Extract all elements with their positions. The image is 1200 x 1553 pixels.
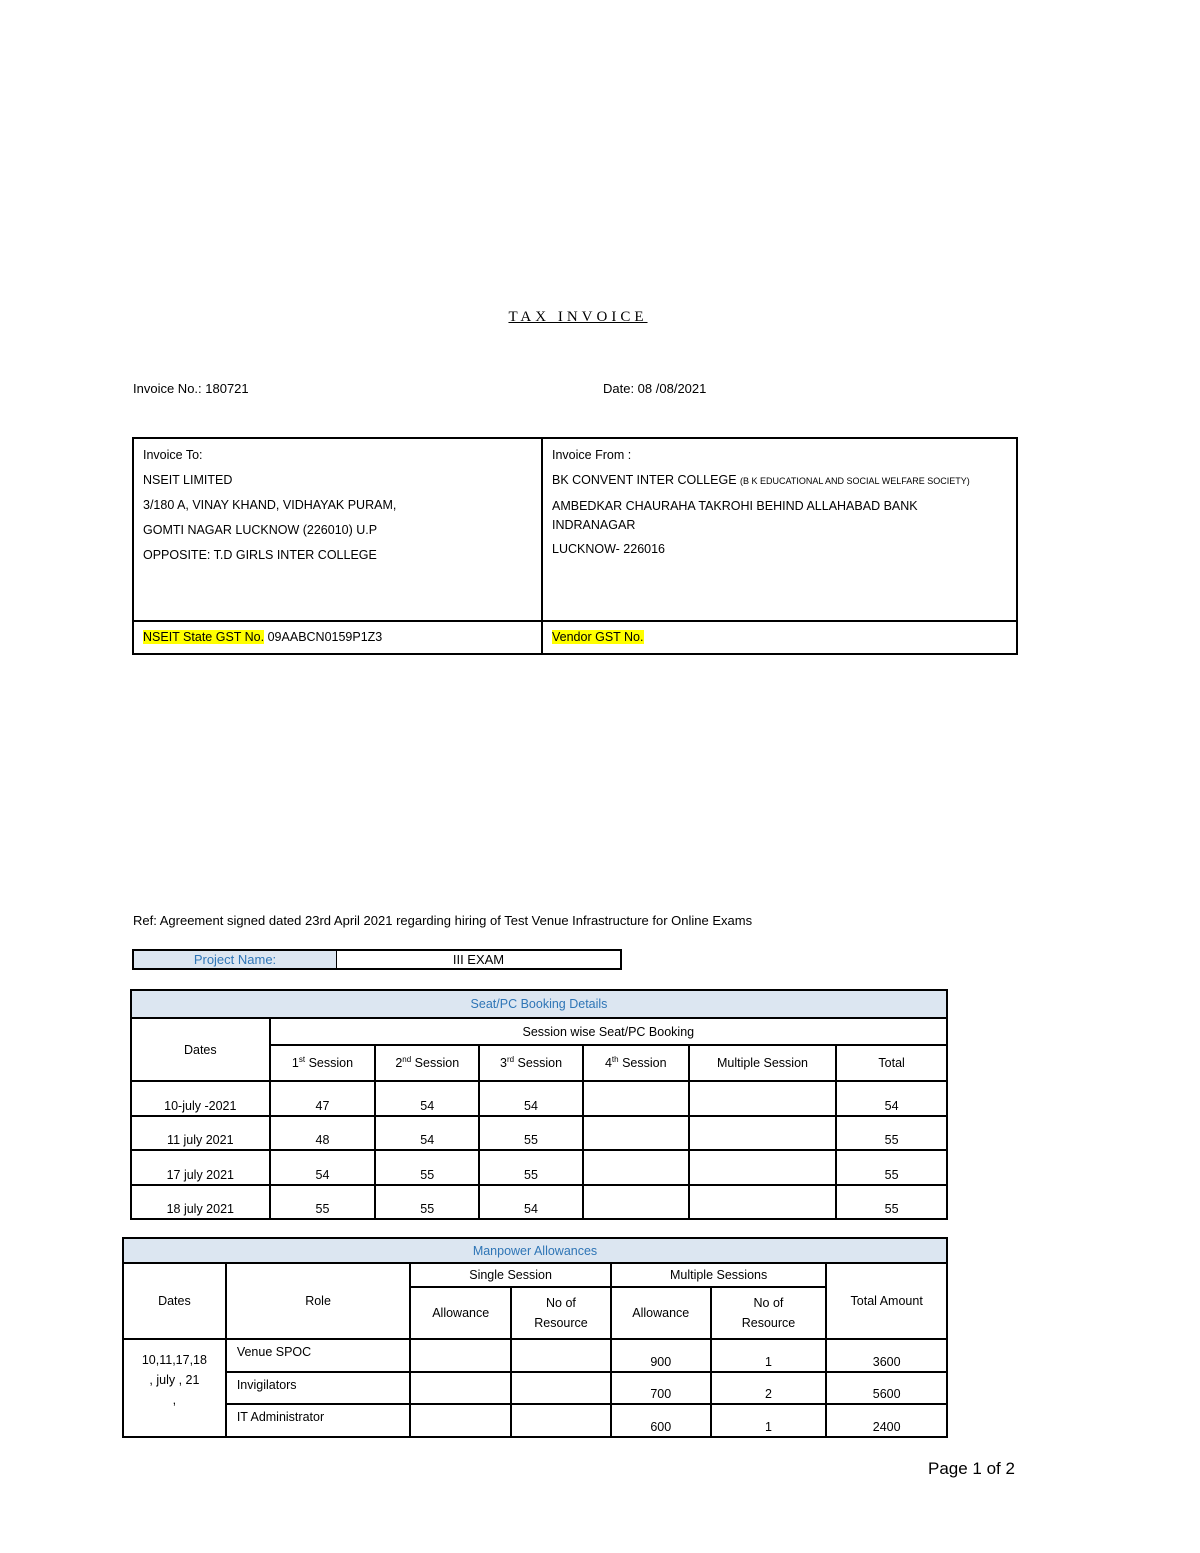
invoice-date: Date: 08 /08/2021 [603, 381, 707, 396]
no-of-resource-header: No of Resource [511, 1287, 611, 1339]
allowance-header: Allowance [410, 1287, 511, 1339]
invoice-from-heading: Invoice From : [552, 448, 632, 462]
table-row: 18 july 2021 55 55 54 55 [131, 1185, 947, 1219]
table-row: 17 july 2021 54 55 55 55 [131, 1150, 947, 1185]
invoice-from-line: LUCKNOW- 226016 [552, 542, 666, 556]
vendor-gst-label: Vendor GST No. [552, 630, 644, 644]
dates-value: 10,11,17,18 , july , 21 , [123, 1339, 226, 1437]
invoice-to-line: GOMTI NAGAR LUCKNOW (226010) U.P [143, 523, 378, 537]
multiple-session-header: Multiple Session [689, 1045, 837, 1081]
vendor-gst [552, 625, 644, 650]
nseit-gst-value: 09AABCN0159P1Z3 [267, 630, 383, 644]
page-number: Page 1 of 2 [928, 1459, 1015, 1478]
invoice-from-block [552, 443, 1012, 562]
invoice-from-line: INDRANAGAR [552, 518, 636, 532]
invoice-to-line: NSEIT LIMITED [143, 473, 233, 487]
document-title: TAX INVOICE [508, 309, 648, 325]
no-of-resource-header: No of Resource [711, 1287, 827, 1339]
single-session-header: Single Session [410, 1263, 611, 1287]
nseit-gst [143, 625, 382, 650]
dates-header: Dates [123, 1263, 226, 1339]
table-row: 10-july -2021 47 54 54 54 [131, 1081, 947, 1116]
project-name-value: III EXAM [452, 952, 505, 967]
session-header: 2nd Session [375, 1045, 479, 1081]
manpower-table-title: Manpower Allowances [123, 1238, 947, 1263]
address-box [132, 437, 1018, 655]
vendor-society: (B K EDUCATIONAL AND SOCIAL WELFARE SOCIETY) [740, 476, 970, 486]
invoice-to-line: 3/180 A, VINAY KHAND, VIDHAYAK PURAM, [143, 498, 397, 512]
invoice-to-heading: Invoice To: [143, 448, 203, 462]
table-row: Invigilators 700 2 5600 [123, 1372, 947, 1404]
table-row: 11 july 2021 48 54 55 55 [131, 1116, 947, 1150]
invoice-number: Invoice No.: 180721 [133, 381, 249, 396]
session-group-header: Session wise Seat/PC Booking [270, 1018, 947, 1045]
total-amount-header: Total Amount [826, 1263, 947, 1339]
reference-text: Ref: Agreement signed dated 23rd April 2021 regarding hiring of Test Venue Infrastructure for Online Exams [133, 913, 753, 928]
table-row: 10,11,17,18 , july , 21 , Venue SPOC 900 1 3600 [123, 1339, 947, 1372]
project-name-label: Project Name: [134, 951, 337, 968]
multiple-sessions-header: Multiple Sessions [611, 1263, 826, 1287]
vendor-name: BK CONVENT INTER COLLEGE [552, 473, 737, 487]
nseit-gst-label: NSEIT State GST No. [143, 630, 265, 644]
total-header: Total [836, 1045, 947, 1081]
table-row: IT Administrator 600 1 2400 [123, 1404, 947, 1437]
allowance-header: Allowance [611, 1287, 711, 1339]
session-header: 3rd Session [479, 1045, 583, 1081]
seat-booking-table [130, 989, 948, 1220]
role-header: Role [226, 1263, 411, 1339]
invoice-to-block [143, 443, 396, 568]
project-name-box [132, 949, 622, 970]
invoice-from-line: AMBEDKAR CHAURAHA TAKROHI BEHIND ALLAHABAD BANK [552, 499, 918, 513]
dates-header: Dates [131, 1018, 270, 1081]
session-header: 1st Session [270, 1045, 376, 1081]
session-header: 4th Session [583, 1045, 689, 1081]
invoice-to-line: OPPOSITE: T.D GIRLS INTER COLLEGE [143, 548, 377, 562]
seat-table-title: Seat/PC Booking Details [131, 990, 947, 1018]
manpower-table [122, 1237, 948, 1438]
